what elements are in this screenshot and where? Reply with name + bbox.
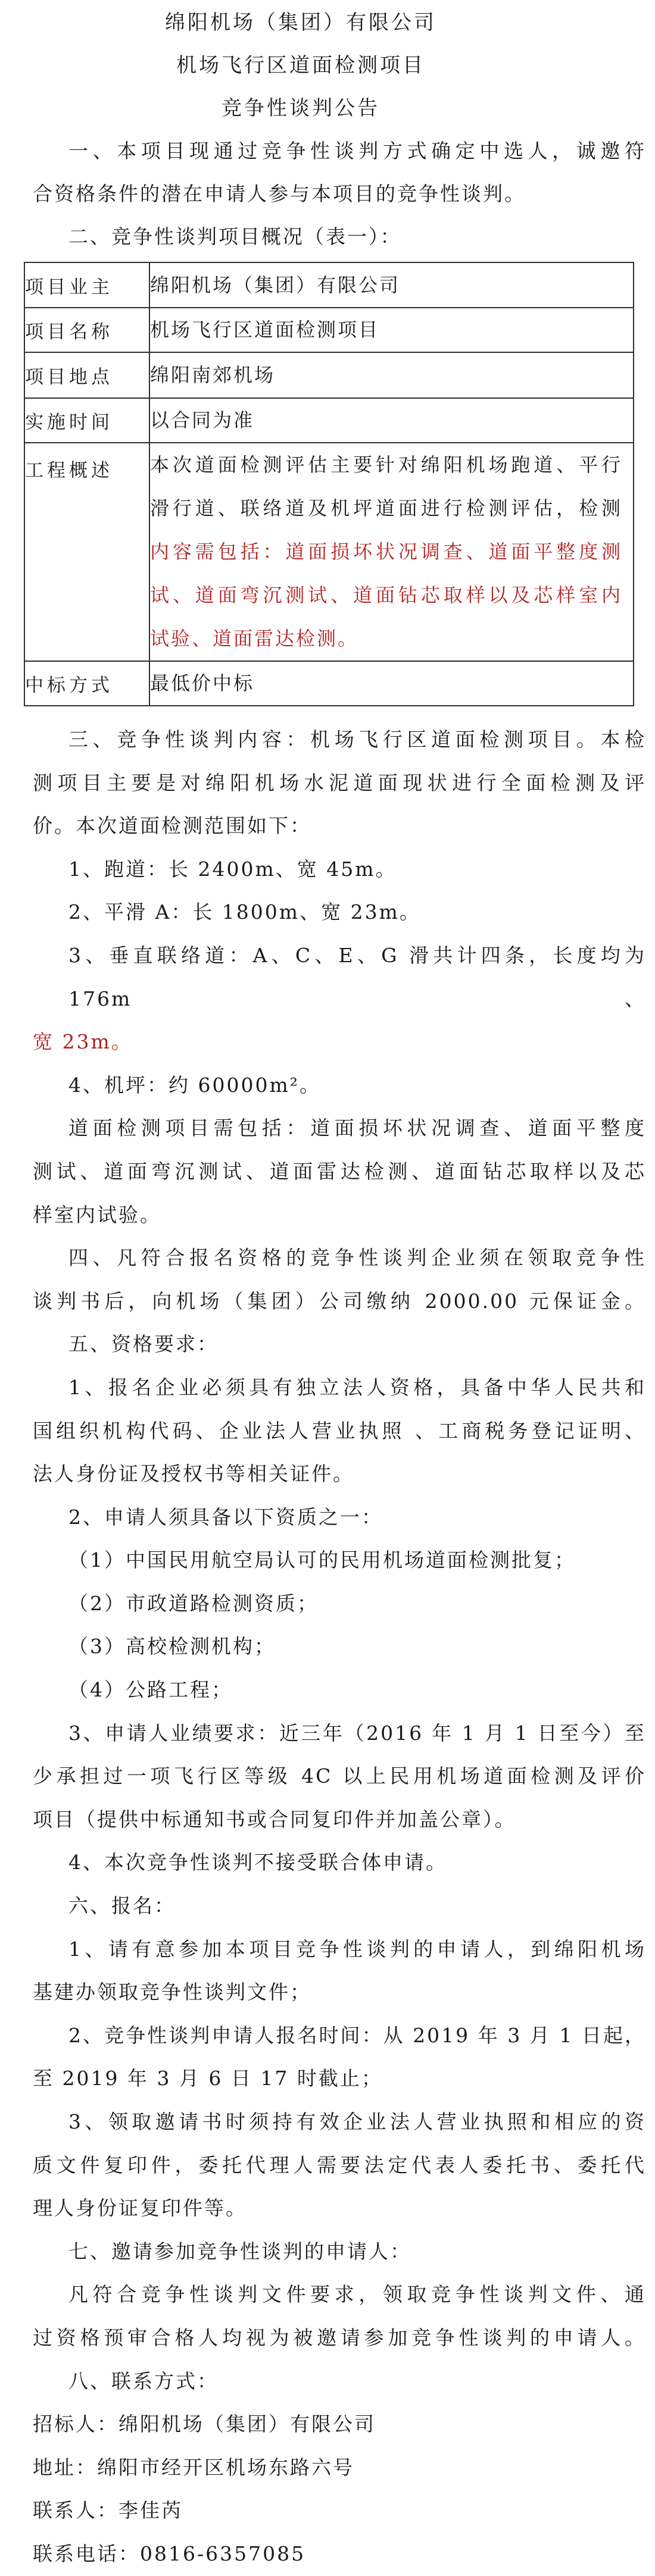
text-line: [150, 574, 633, 617]
text-run: 六、报名：: [68, 1894, 176, 1918]
table-row-schedule: [24, 398, 634, 443]
text-line: [33, 2187, 646, 2230]
text-run: 道面检测项目需包括：道面损坏状况调查、道面平整度: [68, 1116, 646, 1140]
text-run: 4、机坪：约 60000m²。: [68, 1073, 321, 1097]
text-line: [33, 130, 646, 173]
text-line: [150, 264, 633, 307]
text-run: 少承担过一项飞行区等级 4C 以上民用机场道面检测及评价: [33, 1764, 646, 1788]
table-label-overview: 工程概述: [24, 443, 149, 661]
table-row-name: [24, 308, 634, 352]
company-title: 绵阳机场（集团）有限公司: [165, 11, 436, 35]
project-overview-table: [24, 262, 634, 706]
text-run: 2、平滑 A：长 1800m、宽 23m。: [68, 900, 421, 924]
text-line: [33, 805, 646, 848]
table-value-schedule: [149, 398, 634, 443]
text-run: 至 2019 年 3 月 6 日 17 时截止；: [33, 2067, 383, 2090]
text-run: 八、联系方式：: [68, 2369, 219, 2393]
text-line: [150, 662, 633, 705]
table-value-overview: [149, 443, 634, 661]
text-line: [33, 1150, 646, 1194]
text-line: [33, 2144, 646, 2187]
text-line: [33, 718, 646, 762]
table-label-award: 中标方式: [24, 661, 149, 706]
table-row-award: [24, 661, 634, 706]
text-line: [150, 353, 633, 397]
text-run: 3、垂直联络道：A、C、E、G 滑共计四条，长度均为 176m、: [68, 943, 646, 1010]
text-line: [33, 1237, 646, 1280]
text-line: [150, 443, 633, 487]
text-line: [33, 1064, 646, 1107]
text-run: （1）中国民用航空局认可的民用机场道面检测批复；: [68, 1548, 576, 1572]
text-run: 项目（提供中标通知书或合同复印件并加盖公章）。: [33, 1807, 516, 1831]
text-run: （3）高校检测机构；: [68, 1635, 276, 1658]
text-run: 1、报名企业必须具有独立法人资格，具备中华人民共和: [68, 1375, 646, 1399]
table-value-name: [149, 308, 634, 352]
text-run: （4）公路工程；: [68, 1678, 233, 1702]
text-line: [33, 1582, 646, 1626]
text-run: 最低价中标: [150, 672, 255, 694]
text-line: [33, 1280, 646, 1323]
text-line: [150, 487, 633, 530]
table-label-name: 项目名称: [24, 308, 149, 352]
project-title: 机场飞行区道面检测项目: [176, 54, 425, 77]
text-run: 凡符合竞争性谈判文件要求，领取竞争性谈判文件、通: [68, 2283, 646, 2306]
text-run: 3、申请人业绩要求：近三年（2016 年 1 月 1 日至今）至: [68, 1721, 646, 1745]
table-label-schedule: 实施时间: [24, 398, 149, 443]
text-line: [33, 2403, 646, 2446]
text-line: [150, 530, 633, 574]
text-run: 七、邀请参加竞争性谈判的申请人：: [68, 2239, 411, 2263]
text-run: 三、竞争性谈判内容：机场飞行区道面检测项目。本检: [68, 728, 646, 751]
text-line: [33, 1712, 646, 1755]
text-line: [33, 891, 646, 934]
text-run: 测项目主要是对绵阳机场水泥道面现状进行全面检测及评: [33, 771, 646, 794]
text-run: 1、跑道：长 2400m、宽 45m。: [68, 857, 397, 881]
text-run: 2、竞争性谈判申请人报名时间：从 2019 年 3 月 1 日起，: [68, 2023, 646, 2047]
text-line: [33, 173, 646, 215]
text-run: 测试、道面弯沉测试、道面雷达检测、道面钻芯取样以及芯: [33, 1159, 646, 1183]
text-run: 绵阳南郊机场: [150, 364, 276, 386]
text-run: 谈判书后，向机场（集团）公司缴纳 2000.00 元保证金。: [33, 1289, 646, 1313]
text-line: [33, 2360, 646, 2403]
text-line: [33, 2533, 646, 2576]
body-paragraphs: [33, 718, 646, 2576]
text-line: [33, 1539, 646, 1582]
table-value-location: [149, 352, 634, 398]
text-line: [33, 1798, 646, 1842]
text-line: [33, 1971, 646, 2014]
intro-paragraphs: [33, 130, 646, 258]
text-line: [33, 1194, 646, 1237]
text-line: [33, 2014, 646, 2058]
text-line: [33, 762, 646, 805]
text-run: 3、领取邀请书时须持有效企业法人营业执照和相应的资: [68, 2110, 646, 2133]
text-run: 联系人：李佳芮: [33, 2499, 183, 2522]
text-line: [33, 1625, 646, 1669]
text-run: 1、请有意参加本项目竞争性谈判的申请人，到绵阳机场: [68, 1937, 646, 1961]
text-run: （2）市政道路检测资质；: [68, 1591, 319, 1615]
text-line: [33, 2101, 646, 2144]
text-line: [33, 2273, 646, 2317]
table-value-award: [149, 661, 634, 706]
text-line: [33, 1755, 646, 1798]
text-run: 本次道面检测评估主要针对绵阳机场跑道、平行: [150, 453, 622, 476]
text-run: 4、本次竞争性谈判不接受联合体申请。: [68, 1851, 447, 1874]
red-text-run: 试验、道面雷达检测。: [150, 627, 359, 650]
table-label-owner: 项目业主: [24, 262, 149, 308]
text-run: 合资格条件的潜在申请人参与本项目的竞争性谈判。: [33, 182, 526, 205]
text-run: 以合同为准: [150, 409, 255, 431]
text-line: [33, 1885, 646, 1928]
text-line: [150, 617, 633, 661]
text-line: [33, 2230, 646, 2274]
table-row-owner: [24, 262, 634, 308]
announcement-type-title: 竞争性谈判公告: [222, 96, 380, 120]
text-run: 绵阳机场（集团）有限公司: [150, 273, 401, 296]
table-value-owner: [149, 262, 634, 308]
text-run: 招标人：绵阳机场（集团）有限公司: [33, 2412, 376, 2436]
text-run: 滑行道、联络道及机坪道面进行检测评估，检测: [150, 497, 622, 519]
red-text-run: 宽 23m。: [33, 1030, 133, 1054]
text-line: [33, 215, 646, 258]
text-line: [33, 1841, 646, 1885]
text-line: [33, 848, 646, 891]
text-run: 基建办领取竞争性谈判文件；: [33, 1980, 311, 2004]
red-text-run: 试、道面弯沉测试、道面钻芯取样以及芯样室内: [150, 584, 622, 606]
text-run: 质文件复印件，委托代理人需要法定代表人委托书、委托代: [33, 2153, 646, 2177]
table-row-overview: [24, 443, 634, 661]
text-run: 五、资格要求：: [68, 1332, 219, 1356]
text-line: [33, 2489, 646, 2533]
text-line: [33, 1669, 646, 1712]
text-line: [150, 399, 633, 442]
text-run: 联系电话：0816-6357085: [33, 2541, 306, 2565]
text-line: [33, 1366, 646, 1410]
text-run: 一、本项目现通过竞争性谈判方式确定中选人，诚邀符: [68, 139, 646, 162]
text-run: 地址：绵阳市经开区机场东路六号: [33, 2455, 354, 2479]
table-row-location: [24, 352, 634, 398]
text-run: 过资格预审合格人均视为被邀请参加竞争性谈判的申请人。: [33, 2325, 646, 2349]
text-line: [33, 1496, 646, 1539]
table-label-location: 项目地点: [24, 352, 149, 398]
text-run: 四、凡符合报名资格的竞争性谈判企业须在领取竞争性: [68, 1246, 646, 1270]
text-line: [33, 1021, 646, 1064]
text-line: [33, 934, 646, 1021]
text-line: [33, 1410, 646, 1453]
text-run: 理人身份证复印件等。: [33, 2196, 247, 2220]
text-line: [33, 2057, 646, 2101]
document-title-block: [0, 1, 601, 130]
text-run: 法人身份证及授权书等相关证件。: [33, 1462, 354, 1486]
text-run: 样室内试验。: [33, 1203, 161, 1226]
text-line: [33, 2317, 646, 2360]
text-run: 2、申请人须具备以下资质之一：: [68, 1505, 383, 1529]
text-run: 国组织机构代码、企业法人营业执照 、工商税务登记证明、: [33, 1419, 646, 1442]
text-run: 价。本次道面检测范围如下：: [33, 814, 311, 838]
text-line: [33, 2446, 646, 2490]
text-run: 二、竞争性谈判项目概况（表一）：: [68, 225, 402, 248]
text-line: [150, 308, 633, 352]
text-run: 机场飞行区道面检测项目: [150, 318, 380, 341]
text-line: [33, 1453, 646, 1496]
red-text-run: 内容需包括：道面损坏状况调查、道面平整度测: [150, 540, 622, 563]
text-line: [33, 1323, 646, 1366]
text-line: [33, 1107, 646, 1150]
text-line: [33, 1928, 646, 1971]
